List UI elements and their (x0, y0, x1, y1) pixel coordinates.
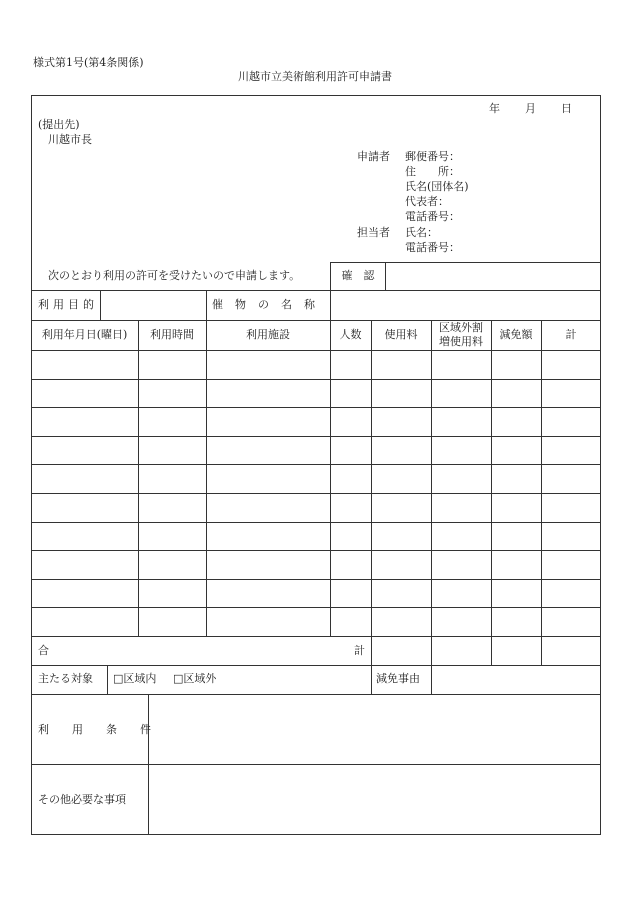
request-statement: 次のとおり利用の許可を受けたいので申請します。 (48, 269, 301, 282)
table-cell[interactable] (32, 380, 138, 408)
table-cell[interactable] (139, 408, 206, 436)
table-cell[interactable] (139, 494, 206, 522)
table-cell[interactable] (32, 494, 138, 522)
table-cell[interactable] (372, 551, 431, 579)
table-cell[interactable] (492, 437, 541, 465)
table-cell[interactable] (542, 351, 601, 379)
table-cell[interactable] (207, 351, 330, 379)
sum-label-right: 計 (354, 644, 365, 657)
table-cell[interactable] (331, 580, 371, 608)
applicant-representative-field[interactable]: 代表者： (405, 195, 449, 208)
contact-label: 担当者 (357, 226, 390, 239)
purpose-label: 利用目的 (38, 298, 98, 311)
table-cell[interactable] (372, 465, 431, 493)
table-cell[interactable] (32, 580, 138, 608)
table-cell[interactable] (492, 494, 541, 522)
table-cell[interactable] (139, 351, 206, 379)
date-year-label: 年 (489, 102, 500, 115)
table-cell[interactable] (492, 523, 541, 551)
table-cell[interactable] (207, 408, 330, 436)
event-name-label: 催物の名称 (212, 298, 327, 311)
table-cell[interactable] (432, 523, 491, 551)
table-cell[interactable] (432, 608, 491, 636)
table-cell[interactable] (331, 380, 371, 408)
table-cell[interactable] (331, 494, 371, 522)
confirm-label: 確 認 (341, 269, 375, 282)
table-cell[interactable] (331, 465, 371, 493)
table-cell[interactable] (32, 351, 138, 379)
sum-label-left: 合 (38, 644, 49, 657)
table-cell[interactable] (207, 523, 330, 551)
table-cell[interactable] (139, 523, 206, 551)
table-cell[interactable] (372, 351, 431, 379)
table-cell[interactable] (542, 608, 601, 636)
table-cell[interactable] (542, 523, 601, 551)
discount-reason-field[interactable] (432, 666, 600, 694)
conditions-label: 利 用 条 件 (38, 723, 157, 736)
other-field[interactable] (149, 765, 600, 834)
table-cell[interactable] (372, 523, 431, 551)
table-cell[interactable] (207, 608, 330, 636)
col-fee-header: 使用料 (384, 328, 418, 341)
target-divider-2 (371, 665, 372, 694)
table-cell[interactable] (542, 465, 601, 493)
table-cell[interactable] (372, 608, 431, 636)
purpose-field[interactable] (101, 291, 206, 320)
col-extra-fee-header-2: 増使用料 (439, 335, 483, 348)
applicant-label: 申請者 (357, 150, 390, 163)
table-cell[interactable] (207, 465, 330, 493)
table-cell[interactable] (207, 580, 330, 608)
applicant-postal-field[interactable]: 郵便番号： (405, 150, 460, 163)
col-total-header: 計 (565, 328, 577, 341)
col-time-header: 利用時間 (150, 328, 194, 341)
table-cell[interactable] (372, 580, 431, 608)
table-cell[interactable] (492, 465, 541, 493)
table-cell[interactable] (542, 494, 601, 522)
confirm-field[interactable] (386, 263, 600, 290)
table-cell[interactable] (542, 408, 601, 436)
table-cell[interactable] (331, 551, 371, 579)
table-cell[interactable] (542, 380, 601, 408)
table-cell[interactable] (432, 351, 491, 379)
table-cell[interactable] (32, 551, 138, 579)
col-discount-header: 減免額 (499, 328, 533, 341)
event-name-field[interactable] (331, 291, 600, 320)
table-cell[interactable] (372, 380, 431, 408)
applicant-address-field[interactable]: 住 所： (405, 165, 460, 178)
target-label: 主たる対象 (38, 672, 93, 685)
col-extra-fee-header-1: 区域外割 (439, 321, 483, 334)
table-cell[interactable] (331, 351, 371, 379)
table-cell[interactable] (432, 580, 491, 608)
form-number: 様式第1号(第4条関係) (33, 56, 144, 69)
table-cell[interactable] (372, 437, 431, 465)
table-cell[interactable] (492, 551, 541, 579)
header-top-line (31, 320, 601, 321)
table-cell[interactable] (32, 608, 138, 636)
table-cell[interactable] (542, 551, 601, 579)
table-cell[interactable] (331, 523, 371, 551)
col-facility-header: 利用施設 (246, 328, 290, 341)
table-cell[interactable] (32, 523, 138, 551)
table-cell[interactable] (139, 437, 206, 465)
contact-name-field[interactable]: 氏名： (405, 226, 438, 239)
other-label: その他必要な事項 (38, 793, 126, 806)
table-cell[interactable] (432, 551, 491, 579)
table-cell[interactable] (432, 380, 491, 408)
applicant-phone-field[interactable]: 電話番号： (405, 210, 460, 223)
discount-reason-label: 減免事由 (376, 672, 420, 685)
table-cell[interactable] (492, 408, 541, 436)
table-cell[interactable] (372, 408, 431, 436)
sum-top-line (31, 636, 601, 637)
table-cell[interactable] (492, 380, 541, 408)
target-divider-1 (107, 665, 108, 694)
target-option-in[interactable]: □区域内 (113, 672, 157, 685)
recipient-label: (提出先) (38, 118, 80, 131)
table-cell[interactable] (542, 437, 601, 465)
table-cell[interactable] (432, 494, 491, 522)
table-cell[interactable] (139, 380, 206, 408)
table-cell[interactable] (331, 608, 371, 636)
contact-phone-field[interactable]: 電話番号： (405, 241, 460, 254)
table-cell[interactable] (32, 437, 138, 465)
recipient-name: 川越市長 (48, 133, 92, 146)
date-month-label: 月 (525, 102, 536, 115)
table-cell[interactable] (432, 465, 491, 493)
table-cell[interactable] (207, 437, 330, 465)
table-cell[interactable] (372, 494, 431, 522)
table-cell[interactable] (331, 408, 371, 436)
conditions-field[interactable] (149, 695, 600, 764)
table-cell[interactable] (139, 580, 206, 608)
form-title: 川越市立美術館利用許可申請書 (238, 70, 392, 83)
table-cell[interactable] (207, 494, 330, 522)
table-cell[interactable] (32, 465, 138, 493)
table-cell[interactable] (32, 408, 138, 436)
table-cell[interactable] (139, 551, 206, 579)
table-cell[interactable] (139, 608, 206, 636)
col-date-header: 利用年月日(曜日) (41, 328, 128, 341)
table-cell[interactable] (432, 408, 491, 436)
table-cell[interactable] (492, 351, 541, 379)
purpose-divider-2 (206, 290, 207, 320)
table-cell[interactable] (207, 551, 330, 579)
table-cell[interactable] (542, 580, 601, 608)
table-cell[interactable] (331, 437, 371, 465)
table-cell[interactable] (139, 465, 206, 493)
date-day-label: 日 (561, 102, 572, 115)
table-cell[interactable] (432, 437, 491, 465)
table-cell[interactable] (492, 580, 541, 608)
applicant-name-field[interactable]: 氏名(団体名) (405, 180, 469, 193)
table-cell[interactable] (207, 380, 330, 408)
col-people-header: 人数 (339, 328, 362, 341)
table-cell[interactable] (492, 608, 541, 636)
target-option-out[interactable]: □区域外 (173, 672, 217, 685)
